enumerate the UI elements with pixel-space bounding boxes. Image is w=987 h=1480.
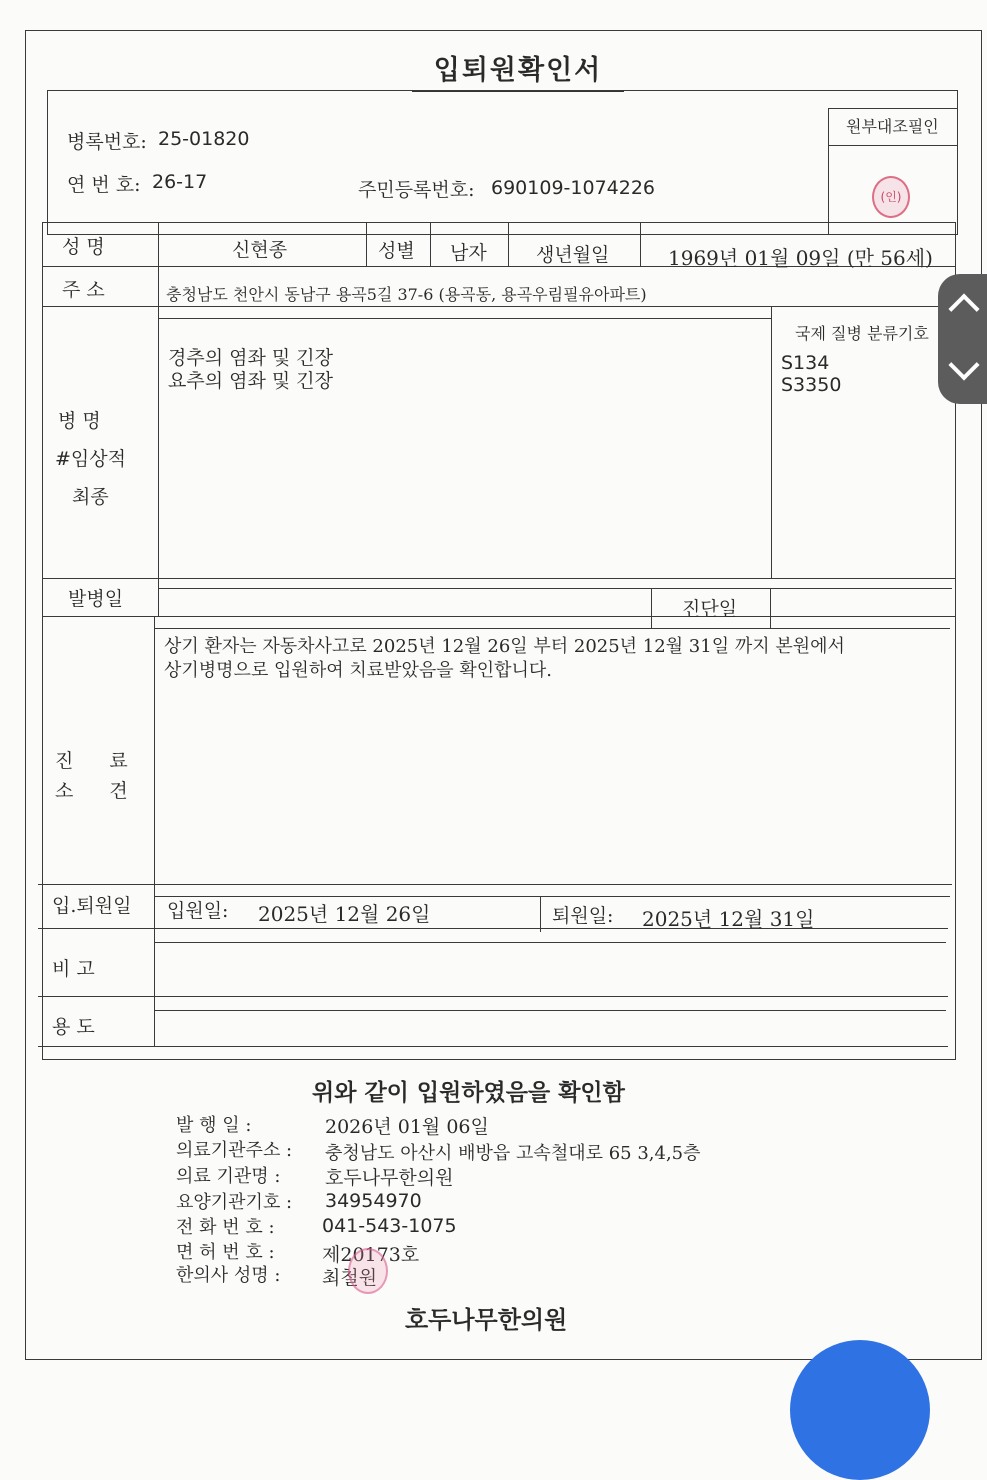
serial-no-label: 연 번 호:	[67, 174, 141, 196]
serial-no-value: 26-17	[152, 171, 208, 193]
resident-no-value: 690109-1074226	[491, 177, 656, 199]
icd-code: S134	[781, 352, 830, 374]
license-label: 면 허 번 호 :	[176, 1242, 275, 1263]
row-line-remarks	[38, 996, 948, 997]
sexval-col-divider	[508, 222, 509, 266]
facility-code-label: 요양기관기호 :	[176, 1192, 293, 1213]
seal-box-divider	[828, 108, 829, 235]
opinion-label: 진 료	[55, 750, 128, 772]
opinion-line-1: 상기 환자는 자동차사고로 2025년 12월 26일 부터 2025년 12월 31일 까지 본원에서	[164, 636, 845, 657]
diag-date-label: 진단일	[682, 598, 738, 620]
verification-seal-text: (인)	[880, 190, 902, 204]
remarks-label: 비 고	[52, 958, 95, 980]
icd-code: S3350	[781, 374, 842, 396]
icd-col-divider	[771, 306, 772, 578]
diag-date-divider-right	[770, 588, 771, 628]
phone-value: 041-543-1075	[322, 1215, 457, 1237]
doctor-seal	[348, 1248, 388, 1294]
opinion-label-2: 소 견	[55, 780, 128, 802]
diagnosis-inner-line	[158, 318, 772, 319]
diagnosis-item: 경추의 염좌 및 긴장	[168, 347, 333, 369]
facility-code-value: 34954970	[325, 1190, 422, 1212]
doctor-value: 최철원	[322, 1267, 378, 1289]
label-col-divider-top	[158, 222, 159, 616]
birth-label: 생년월일	[536, 244, 610, 266]
chevron-up-icon[interactable]	[948, 293, 979, 324]
sex-value: 남자	[450, 242, 487, 264]
diagnosis-label-final: 최종	[72, 486, 109, 508]
institution-label: 의료 기관명 :	[176, 1166, 281, 1187]
sex-label: 성별	[378, 240, 415, 262]
address-label: 주 소	[62, 279, 105, 301]
seal-box-label: 원부대조필인	[846, 117, 939, 136]
seal-box-mid	[828, 145, 958, 146]
admit-value: 2025년 12월 26일	[258, 902, 431, 926]
issue-date-value: 2026년 01월 06일	[325, 1116, 489, 1138]
clinic-name-footer: 호두나무한의원	[405, 1305, 568, 1334]
name-value: 신현종	[232, 239, 288, 261]
discharge-value: 2025년 12월 31일	[642, 907, 815, 931]
record-no-value: 25-01820	[158, 128, 250, 150]
row-line-address	[42, 306, 956, 307]
remarks-inner-line	[154, 942, 946, 943]
confirm-statement: 위와 같이 입원하였음을 확인함	[312, 1079, 625, 1106]
stay-label: 입.퇴원일	[52, 895, 132, 917]
birth-col-divider	[640, 222, 641, 266]
license-value: 제20173호	[322, 1244, 420, 1266]
opinion-line-2: 상기병명으로 입원하여 치료받았음을 확인합니다.	[164, 660, 553, 681]
diag-date-divider-left	[651, 588, 652, 628]
sex-col-divider	[430, 222, 431, 266]
resident-no-label: 주민등록번호:	[358, 179, 475, 201]
document-title: 입퇴원확인서	[412, 48, 624, 92]
institution-value: 호두나무한의원	[325, 1167, 454, 1189]
discharge-label: 퇴원일:	[552, 905, 614, 927]
issue-date-label: 발 행 일 :	[176, 1115, 252, 1136]
opinion-inner-line	[154, 628, 950, 629]
doctor-label: 한의사 성명 :	[176, 1265, 281, 1286]
page-scroll-control[interactable]	[938, 274, 987, 404]
diagnosis-label-clinical: #임상적	[55, 448, 126, 470]
header-block	[47, 90, 958, 235]
icd-label: 국제 질병 분류기호	[795, 324, 929, 343]
row-line-diagnosis	[42, 578, 956, 579]
onset-inner-line	[158, 588, 952, 589]
diagnosis-label: 병 명	[58, 410, 101, 432]
diagnosis-item: 요추의 염좌 및 긴장	[168, 370, 333, 392]
purpose-label: 용 도	[52, 1016, 95, 1038]
floating-action-button[interactable]	[790, 1340, 930, 1480]
birth-value: 1969년 01월 09일 (만 56세)	[668, 246, 933, 270]
label-col-divider-bottom	[154, 616, 155, 1046]
address-value: 충청남도 천안시 동남구 용곡5길 37-6 (용곡동, 용곡우림필유아파트)	[166, 285, 647, 304]
admit-label: 입원일:	[167, 900, 229, 922]
phone-label: 전 화 번 호 :	[176, 1217, 275, 1238]
row-line-onset	[42, 616, 956, 617]
record-no-label: 병록번호:	[67, 131, 147, 153]
chevron-down-icon[interactable]	[948, 349, 979, 380]
verification-seal	[872, 176, 910, 218]
onset-label: 발병일	[68, 588, 124, 610]
name-col-divider	[366, 222, 367, 266]
seal-box-top	[828, 108, 958, 109]
address-value-footer: 충청남도 아산시 배방읍 고속철대로 65 3,4,5층	[325, 1143, 701, 1164]
address-label-footer: 의료기관주소 :	[176, 1140, 293, 1161]
name-label: 성 명	[62, 236, 105, 258]
row-line-purpose	[38, 1046, 948, 1047]
purpose-inner-line	[154, 1010, 946, 1011]
stay-inner-line	[154, 896, 950, 897]
stay-col-divider	[540, 896, 541, 932]
row-line-opinion	[38, 884, 952, 885]
